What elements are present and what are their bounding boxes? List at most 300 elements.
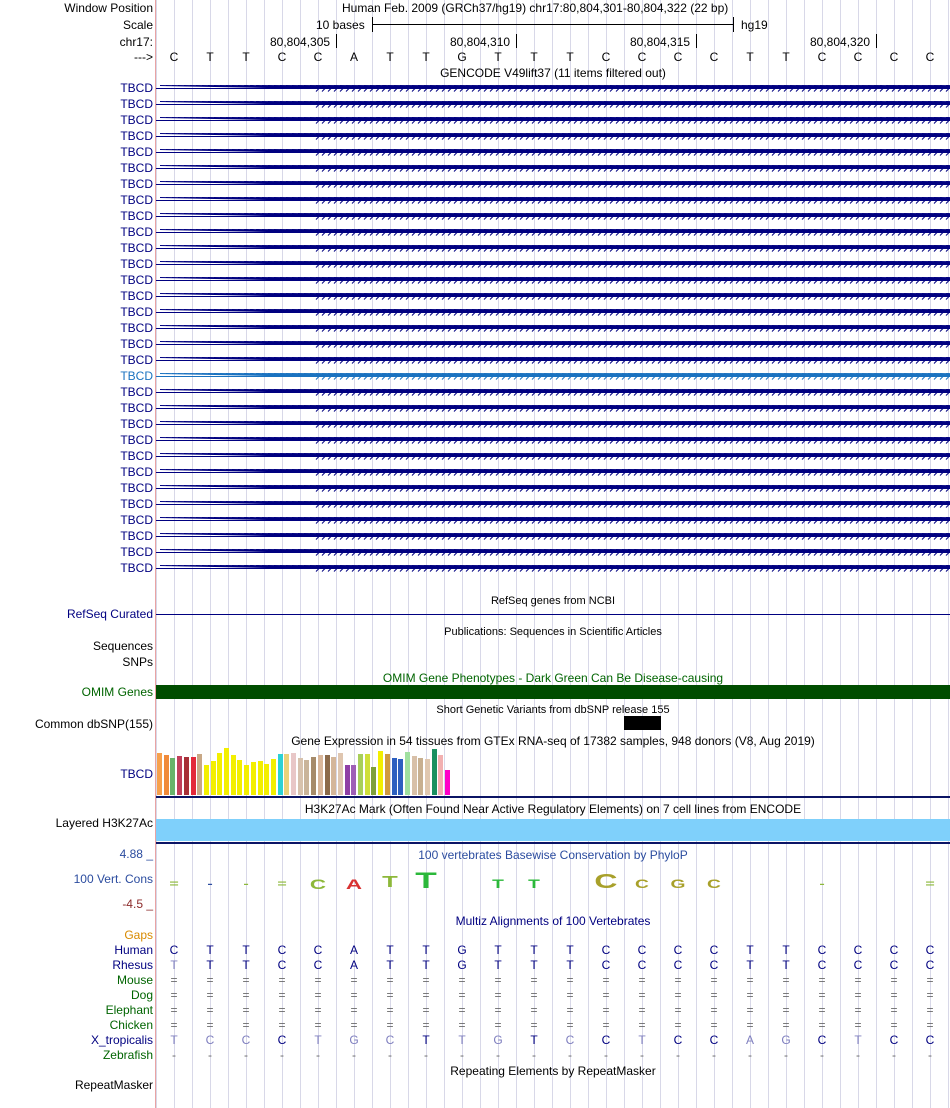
multiz-base: =: [818, 973, 826, 987]
multiz-base: =: [494, 988, 502, 1002]
label-window-position: Window Position: [64, 1, 153, 15]
gencode-item-label[interactable]: TBCD: [120, 529, 153, 543]
tick-label-4: 80,804,320: [810, 35, 871, 49]
gencode-transcript[interactable]: [156, 369, 950, 383]
dbsnp-variant[interactable]: [624, 716, 661, 730]
gencode-transcript[interactable]: [156, 449, 950, 463]
phylop-base-glyph: -: [207, 879, 213, 890]
cons-min-value: -4.5 _: [122, 897, 153, 911]
multiz-species-label[interactable]: Dog: [130, 988, 153, 1002]
gtex-tissue-bar[interactable]: [184, 757, 189, 795]
multiz-base: =: [494, 1003, 502, 1017]
base-letter: C: [853, 50, 863, 64]
gtex-tissue-bar[interactable]: [224, 748, 229, 795]
multiz-base: =: [710, 988, 718, 1002]
gtex-tissue-bar[interactable]: [231, 755, 236, 795]
multiz-base: =: [818, 988, 826, 1002]
tick-mark-1: [336, 34, 337, 48]
label-gtex-gene[interactable]: TBCD: [120, 767, 153, 781]
multiz-base: =: [170, 1003, 178, 1017]
label-omim-genes[interactable]: OMIM Genes: [81, 685, 153, 699]
gtex-tissue-bar[interactable]: [291, 753, 296, 795]
gtex-tissue-bar[interactable]: [351, 765, 356, 795]
gencode-transcript[interactable]: [156, 481, 950, 495]
gencode-transcript[interactable]: [156, 193, 950, 207]
gencode-transcript[interactable]: [156, 145, 950, 159]
gencode-item-label[interactable]: TBCD: [120, 417, 153, 431]
multiz-base: -: [316, 1048, 320, 1062]
multiz-base: -: [676, 1048, 680, 1062]
multiz-species-label[interactable]: Zebrafish: [102, 1048, 153, 1062]
multiz-base: =: [278, 973, 286, 987]
gtex-tissue-bar[interactable]: [445, 770, 450, 795]
multiz-base: C: [709, 943, 719, 957]
gtex-tissue-bar[interactable]: [345, 765, 350, 795]
tick-label-2: 80,804,310: [450, 35, 511, 49]
gencode-item-label[interactable]: TBCD: [120, 177, 153, 191]
gencode-item-label[interactable]: TBCD: [120, 561, 153, 575]
base-letter: C: [313, 50, 323, 64]
gencode-item-label[interactable]: TBCD: [120, 545, 153, 559]
multiz-base: T: [782, 943, 790, 957]
gtex-tissue-bar[interactable]: [412, 756, 417, 795]
phylop-track-title[interactable]: 100 vertebrates Basewise Conservation by PhyloP: [418, 848, 688, 862]
gencode-transcript[interactable]: [156, 465, 950, 479]
label-snps[interactable]: SNPs: [122, 655, 153, 669]
gencode-item-label[interactable]: TBCD: [120, 241, 153, 255]
multiz-base: =: [746, 1003, 754, 1017]
multiz-base: =: [674, 988, 682, 1002]
base-letter: T: [530, 50, 538, 64]
gencode-item-label[interactable]: TBCD: [120, 193, 153, 207]
multiz-base: T: [206, 958, 214, 972]
gtex-tissue-bar[interactable]: [304, 760, 309, 795]
gtex-tissue-bar[interactable]: [237, 760, 242, 795]
gtex-tissue-bar[interactable]: [371, 767, 376, 795]
base-letter: C: [925, 50, 935, 64]
gencode-item-label[interactable]: TBCD: [120, 449, 153, 463]
multiz-base: G: [349, 1033, 359, 1047]
multiz-base: T: [170, 958, 178, 972]
multiz-base: T: [206, 943, 214, 957]
multiz-base: =: [350, 1018, 358, 1032]
multiz-base: =: [854, 1018, 862, 1032]
gtex-tissue-bar[interactable]: [157, 753, 162, 795]
gencode-item-label[interactable]: TBCD: [120, 289, 153, 303]
gencode-item-label[interactable]: TBCD: [120, 145, 153, 159]
gtex-tissue-bar[interactable]: [425, 759, 430, 795]
omim-feature-bar[interactable]: [156, 685, 950, 699]
multiz-base: =: [710, 1018, 718, 1032]
gencode-transcript[interactable]: [156, 337, 950, 351]
base-letter: G: [457, 50, 467, 64]
multiz-base: C: [313, 943, 323, 957]
gtex-tissue-bar[interactable]: [418, 758, 423, 795]
gencode-transcript[interactable]: [156, 305, 950, 319]
gtex-tissue-bar[interactable]: [164, 755, 169, 795]
multiz-base: C: [817, 1033, 827, 1047]
gencode-transcript[interactable]: [156, 129, 950, 143]
multiz-base: =: [242, 1003, 250, 1017]
gencode-item-label[interactable]: TBCD: [120, 337, 153, 351]
refseq-track-title[interactable]: RefSeq genes from NCBI: [490, 595, 616, 607]
multiz-species-label[interactable]: Chicken: [109, 1018, 153, 1032]
gencode-item-label[interactable]: TBCD: [120, 257, 153, 271]
multiz-base: =: [710, 1003, 718, 1017]
multiz-base: T: [314, 1033, 322, 1047]
multiz-species-label[interactable]: Mouse: [116, 973, 153, 987]
multiz-base: =: [638, 973, 646, 987]
gtex-tissue-bar[interactable]: [251, 762, 256, 795]
gencode-transcript[interactable]: [156, 257, 950, 271]
multiz-base: =: [458, 988, 466, 1002]
multiz-base: -: [604, 1048, 608, 1062]
multiz-base: T: [746, 958, 754, 972]
label-layered-h3k27ac[interactable]: Layered H3K27Ac: [55, 816, 153, 830]
gencode-transcript[interactable]: [156, 81, 950, 95]
h3k27ac-signal-bar[interactable]: [156, 819, 950, 841]
phylop-base-glyph: T: [492, 877, 504, 892]
gtex-tissue-bar[interactable]: [385, 754, 390, 795]
gencode-transcript[interactable]: [156, 529, 950, 543]
phylop-base-glyph: =: [277, 879, 287, 890]
phylop-base-glyph: G: [670, 877, 686, 892]
gtex-tissue-bar[interactable]: [392, 758, 397, 795]
multiz-base: T: [422, 943, 430, 957]
gtex-tissue-bar[interactable]: [204, 765, 209, 795]
base-letter: T: [746, 50, 754, 64]
multiz-base: T: [566, 958, 574, 972]
gencode-item-label[interactable]: TBCD: [120, 81, 153, 95]
gencode-transcript[interactable]: [156, 353, 950, 367]
multiz-base: =: [926, 1003, 934, 1017]
gencode-item-label[interactable]: TBCD: [120, 113, 153, 127]
multiz-base: C: [925, 958, 935, 972]
multiz-base: =: [458, 1003, 466, 1017]
multiz-base: =: [422, 973, 430, 987]
base-letter: T: [206, 50, 214, 64]
gencode-transcript[interactable]: [156, 545, 950, 559]
multiz-base: C: [889, 958, 899, 972]
multiz-base: =: [926, 988, 934, 1002]
gencode-transcript[interactable]: [156, 177, 950, 191]
multiz-base: -: [892, 1048, 896, 1062]
multiz-base: =: [278, 1018, 286, 1032]
gencode-item-label[interactable]: TBCD: [120, 129, 153, 143]
multiz-base: =: [674, 1018, 682, 1032]
gencode-item-label[interactable]: TBCD: [120, 273, 153, 287]
multiz-base: -: [388, 1048, 392, 1062]
label-100-vert-cons[interactable]: 100 Vert. Cons: [73, 872, 153, 886]
gtex-tissue-bar[interactable]: [278, 754, 283, 795]
dbsnp-track-title[interactable]: Short Genetic Variants from dbSNP release 155: [436, 704, 670, 716]
gtex-divider: [156, 796, 950, 798]
gtex-tissue-bar[interactable]: [217, 753, 222, 795]
multiz-base: T: [854, 1033, 862, 1047]
label-gaps[interactable]: Gaps: [124, 928, 153, 942]
gtex-tissue-bar[interactable]: [191, 757, 196, 795]
multiz-base: C: [889, 1033, 899, 1047]
multiz-base: T: [638, 1033, 646, 1047]
multiz-base: A: [349, 958, 358, 972]
gencode-item-label[interactable]: TBCD: [120, 369, 153, 383]
multiz-base: C: [709, 1033, 719, 1047]
gtex-tissue-bar[interactable]: [432, 749, 437, 795]
multiz-base: T: [494, 958, 502, 972]
multiz-base: =: [566, 1018, 574, 1032]
gtex-tissue-bar[interactable]: [378, 751, 383, 795]
multiz-base: T: [422, 958, 430, 972]
phylop-base-glyph: C: [707, 877, 721, 892]
label-common-dbsnp[interactable]: Common dbSNP(155): [34, 717, 153, 731]
base-letter: C: [277, 50, 287, 64]
gencode-item-label[interactable]: TBCD: [120, 385, 153, 399]
phylop-base-glyph: -: [243, 879, 249, 890]
base-letter: C: [817, 50, 827, 64]
multiz-base: =: [458, 973, 466, 987]
multiz-base: T: [530, 943, 538, 957]
multiz-base: =: [386, 988, 394, 1002]
multiz-base: C: [925, 943, 935, 957]
gtex-tissue-bar[interactable]: [405, 752, 410, 795]
multiz-base: =: [350, 1003, 358, 1017]
tick-mark-4: [876, 34, 877, 48]
multiz-base: C: [601, 943, 611, 957]
gtex-tissue-bar[interactable]: [365, 754, 370, 795]
multiz-base: =: [602, 1018, 610, 1032]
multiz-species-label[interactable]: Elephant: [105, 1003, 153, 1017]
phylop-base-glyph: T: [415, 868, 437, 894]
multiz-base: =: [782, 1018, 790, 1032]
publications-track-title[interactable]: Publications: Sequences in Scientific Articles: [444, 626, 662, 638]
gtex-tissue-bar[interactable]: [258, 761, 263, 795]
multiz-base: =: [386, 973, 394, 987]
multiz-base: =: [818, 1003, 826, 1017]
gtex-tissue-bar[interactable]: [197, 754, 202, 795]
gencode-transcript[interactable]: [156, 225, 950, 239]
gencode-transcript[interactable]: [156, 401, 950, 415]
phylop-base-glyph: C: [635, 877, 649, 892]
multiz-base: =: [566, 1003, 574, 1017]
multiz-base: T: [458, 1033, 466, 1047]
gtex-tissue-bar[interactable]: [244, 765, 249, 795]
multiz-base: =: [530, 988, 538, 1002]
gencode-item-label[interactable]: TBCD: [120, 97, 153, 111]
omim-track-title[interactable]: OMIM Gene Phenotypes - Dark Green Can Be Disease-causing: [382, 671, 724, 685]
multiz-base: C: [277, 958, 287, 972]
multiz-base: C: [277, 1033, 287, 1047]
tick-mark-2: [516, 34, 517, 48]
phylop-base-glyph: C: [594, 871, 618, 893]
multiz-base: =: [242, 988, 250, 1002]
gencode-transcript[interactable]: [156, 385, 950, 399]
multiz-base: =: [638, 988, 646, 1002]
gencode-item-label[interactable]: TBCD: [120, 353, 153, 367]
tick-label-1: 80,804,305: [270, 35, 331, 49]
multiz-base: =: [674, 1003, 682, 1017]
multiz-base: =: [458, 1018, 466, 1032]
gencode-transcript[interactable]: [156, 113, 950, 127]
multiz-base: =: [530, 973, 538, 987]
multiz-base: =: [854, 1003, 862, 1017]
gencode-item-label[interactable]: TBCD: [120, 209, 153, 223]
phylop-base-glyph: T: [382, 874, 398, 892]
gtex-tissue-bar[interactable]: [284, 754, 289, 795]
gencode-item-label[interactable]: TBCD: [120, 321, 153, 335]
gencode-item-label[interactable]: TBCD: [120, 305, 153, 319]
gtex-tissue-bar[interactable]: [170, 758, 175, 795]
gencode-transcript[interactable]: [156, 289, 950, 303]
multiz-base: C: [637, 943, 647, 957]
multiz-base: =: [386, 1018, 394, 1032]
multiz-base: G: [493, 1033, 503, 1047]
gtex-tissue-bar[interactable]: [398, 759, 403, 795]
multiz-base: =: [350, 988, 358, 1002]
gtex-tissue-bar[interactable]: [311, 757, 316, 795]
multiz-species-label[interactable]: Rhesus: [112, 958, 153, 972]
multiz-base: G: [781, 1033, 791, 1047]
multiz-base: =: [746, 1018, 754, 1032]
h3k27ac-track-title[interactable]: H3K27Ac Mark (Often Found Near Active Regulatory Elements) on 7 cell lines from ENCODE: [304, 802, 802, 816]
gencode-track-title[interactable]: GENCODE V49lift37 (11 items filtered out): [440, 66, 666, 80]
multiz-base: =: [566, 988, 574, 1002]
gencode-item-label[interactable]: TBCD: [120, 481, 153, 495]
multiz-base: =: [710, 973, 718, 987]
gencode-transcript[interactable]: [156, 273, 950, 287]
multiz-base: C: [889, 943, 899, 957]
phylop-base-glyph: -: [819, 879, 825, 890]
scale-bar: [372, 24, 734, 25]
label-sequences[interactable]: Sequences: [92, 639, 153, 653]
gencode-item-label[interactable]: TBCD: [120, 225, 153, 239]
gtex-tissue-bar[interactable]: [438, 755, 443, 795]
label-repeatmasker[interactable]: RepeatMasker: [74, 1078, 153, 1092]
label-strand: --->: [134, 50, 153, 64]
base-letter: T: [422, 50, 430, 64]
gencode-transcript[interactable]: [156, 561, 950, 575]
gtex-tissue-bar[interactable]: [298, 758, 303, 795]
gencode-transcript[interactable]: [156, 417, 950, 431]
gencode-item-label[interactable]: TBCD: [120, 401, 153, 415]
multiz-base: A: [745, 1033, 754, 1047]
gtex-tissue-bar[interactable]: [211, 761, 216, 795]
multiz-base: =: [890, 1018, 898, 1032]
label-scale: Scale: [122, 18, 153, 32]
gtex-tissue-bar[interactable]: [318, 755, 323, 795]
multiz-base: T: [782, 958, 790, 972]
label-refseq-curated[interactable]: RefSeq Curated: [66, 607, 153, 621]
multiz-base: -: [244, 1048, 248, 1062]
gtex-tissue-bar[interactable]: [331, 757, 336, 795]
base-letter: C: [169, 50, 179, 64]
multiz-base: T: [422, 1033, 430, 1047]
gencode-transcript[interactable]: [156, 513, 950, 527]
multiz-base: =: [602, 988, 610, 1002]
multiz-track-title[interactable]: Multiz Alignments of 100 Vertebrates: [455, 914, 651, 928]
multiz-base: -: [820, 1048, 824, 1062]
multiz-base: =: [278, 1003, 286, 1017]
gencode-item-label[interactable]: TBCD: [120, 513, 153, 527]
multiz-base: =: [170, 988, 178, 1002]
multiz-base: =: [926, 1018, 934, 1032]
gtex-tissue-bar[interactable]: [338, 753, 343, 795]
multiz-base: C: [853, 958, 863, 972]
multiz-base: C: [637, 958, 647, 972]
multiz-base: -: [748, 1048, 752, 1062]
multiz-base: =: [422, 1018, 430, 1032]
multiz-base: =: [638, 1018, 646, 1032]
gencode-transcript[interactable]: [156, 497, 950, 511]
multiz-base: =: [278, 988, 286, 1002]
multiz-base: T: [242, 943, 250, 957]
multiz-base: C: [169, 943, 179, 957]
multiz-base: C: [601, 1033, 611, 1047]
multiz-base: T: [494, 943, 502, 957]
gtex-tissue-bar[interactable]: [177, 756, 182, 795]
assembly-position: Human Feb. 2009 (GRCh37/hg19) chr17:80,804,301-80,804,322 (22 bp): [342, 1, 729, 15]
multiz-base: =: [170, 973, 178, 987]
multiz-base: T: [386, 958, 394, 972]
multiz-species-label[interactable]: Human: [114, 943, 153, 957]
phylop-base-glyph: C: [309, 875, 327, 892]
gtex-tissue-bar[interactable]: [271, 759, 276, 795]
multiz-base: C: [817, 943, 827, 957]
refseq-feature-line[interactable]: [156, 614, 950, 615]
multiz-base: -: [496, 1048, 500, 1062]
gencode-transcript[interactable]: [156, 97, 950, 111]
multiz-base: C: [817, 958, 827, 972]
multiz-base: =: [494, 973, 502, 987]
multiz-base: =: [746, 988, 754, 1002]
gtex-track-title[interactable]: Gene Expression in 54 tissues from GTEx RNA-seq of 17382 samples, 948 donors (V8, Aug 2019): [291, 734, 815, 748]
multiz-base: -: [532, 1048, 536, 1062]
multiz-base: C: [601, 958, 611, 972]
repeatmasker-track-title[interactable]: Repeating Elements by RepeatMasker: [450, 1064, 656, 1078]
multiz-base: =: [170, 1018, 178, 1032]
multiz-base: C: [241, 1033, 251, 1047]
base-letter: C: [601, 50, 611, 64]
gencode-transcript[interactable]: [156, 433, 950, 447]
multiz-base: -: [640, 1048, 644, 1062]
gtex-tissue-bar[interactable]: [264, 764, 269, 795]
multiz-base: -: [460, 1048, 464, 1062]
gencode-item-label[interactable]: TBCD: [120, 433, 153, 447]
multiz-base: =: [242, 1018, 250, 1032]
gencode-item-label[interactable]: TBCD: [120, 497, 153, 511]
gencode-item-label[interactable]: TBCD: [120, 161, 153, 175]
gencode-transcript[interactable]: [156, 241, 950, 255]
multiz-base: =: [782, 973, 790, 987]
multiz-base: =: [314, 988, 322, 1002]
multiz-base: =: [746, 973, 754, 987]
tick-mark-3: [696, 34, 697, 48]
gtex-tissue-bar[interactable]: [358, 754, 363, 795]
label-chromosome: chr17:: [119, 35, 153, 49]
gencode-transcript[interactable]: [156, 161, 950, 175]
gencode-item-label[interactable]: TBCD: [120, 465, 153, 479]
multiz-base: C: [709, 958, 719, 972]
gencode-transcript[interactable]: [156, 321, 950, 335]
multiz-base: C: [277, 943, 287, 957]
multiz-species-label[interactable]: X_tropicalis: [90, 1033, 153, 1047]
multiz-base: G: [457, 958, 467, 972]
multiz-base: C: [673, 943, 683, 957]
gencode-transcript[interactable]: [156, 209, 950, 223]
gtex-tissue-bar[interactable]: [325, 755, 330, 795]
multiz-base: -: [208, 1048, 212, 1062]
multiz-base: -: [352, 1048, 356, 1062]
multiz-base: =: [530, 1003, 538, 1017]
